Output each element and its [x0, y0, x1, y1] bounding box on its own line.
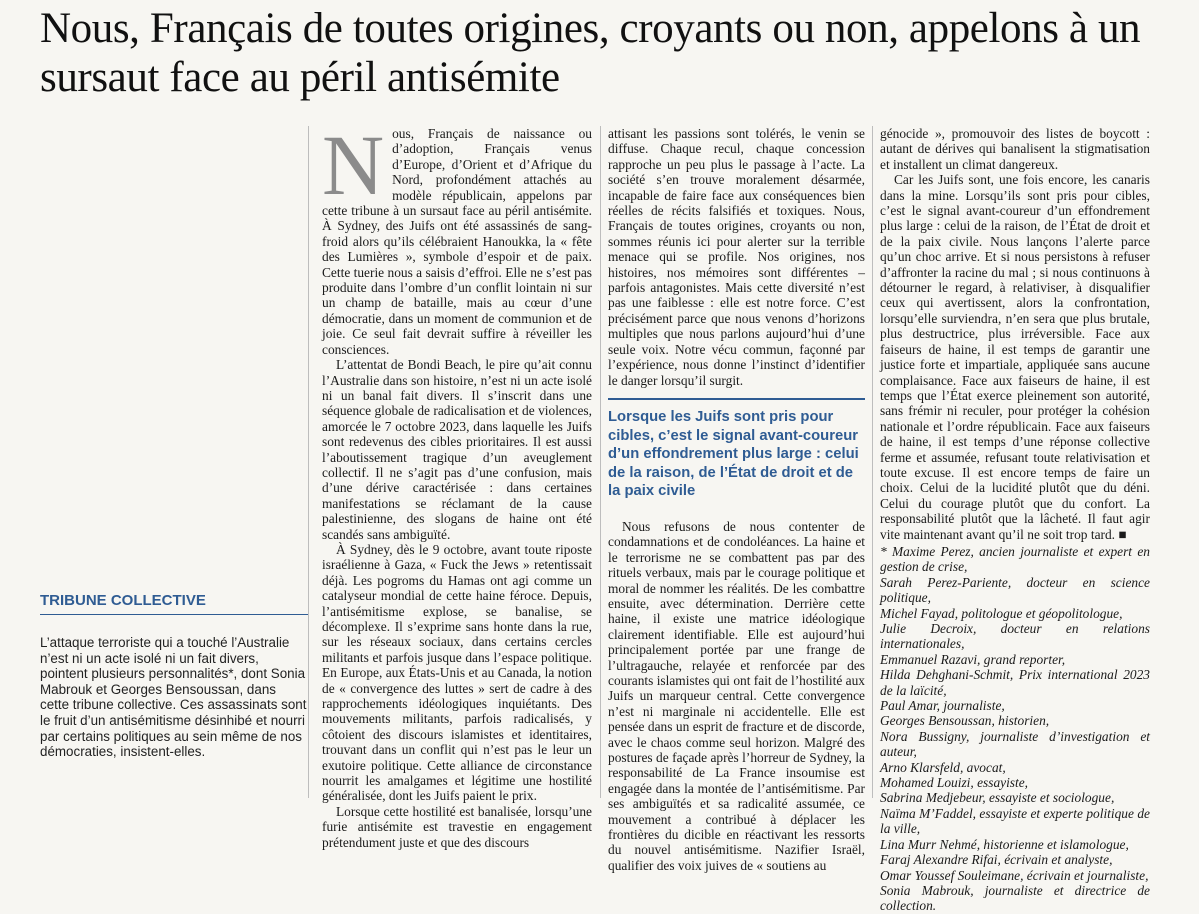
signatory: Paul Amar, journaliste,	[880, 698, 1005, 714]
column-divider	[600, 126, 601, 798]
signatory: Arno Klarsfeld, avocat,	[880, 759, 1006, 775]
signatory: Hilda Dehghani-Schmit, Prix international 2023 de la laïcité,	[880, 667, 1150, 698]
signatory: Emmanuel Razavi, grand reporter,	[880, 651, 1066, 667]
sidebar	[40, 592, 308, 760]
signatory: Julie Decroix, docteur en relations internationales,	[880, 621, 1150, 652]
signatory: Sarah Perez-Pariente, docteur en science politique,	[880, 574, 1150, 606]
signatories	[880, 544, 1150, 914]
signatory: Nora Bussigny, journaliste d’investigation et auteur,	[880, 728, 1150, 760]
column-divider	[308, 126, 309, 798]
paragraph: Nous refusons de nous contenter de condamnations et de condoléances. La haine et le terrorisme ne se combattent pas par des rituels verbaux, mais par le courage politique et moral de nommer les réalités. De les combattre ensuite, avec détermination. Derrière cette haine, il existe une matrice idéologique clairement identifiable. Elle est aujourd’hui principalement portée par une frange de l’ultragauche, relayée et renforcée par des courants islamistes qui ont fait de l’hostilité aux Juifs un marqueur central. Cette convergence n’est ni marginale ni accidentelle. Elle est pensée dans un esprit de fracture et de discorde, avec le chaos comme seul horizon. Malgré des postures de façade après l’horreur de Sydney, la responsabilité de La France insoumise est engagée dans la montée de l’antisémitisme. Par ses ambiguïtés et sa radicalité assumée, ce mouvement a contribué à déplacer les frontières du dicible en réactivant les ressorts du nouvel antisémitisme. Nazifier Israël, qualifier des voix juives de « soutiens au	[608, 518, 865, 873]
signatory: Naïma M’Faddel, essayiste et experte politique de la ville,	[880, 805, 1150, 837]
signatory: Michel Fayad, politologue et géopolitologue,	[880, 605, 1123, 621]
signatory: Lina Murr Nehmé, historienne et islamologue,	[880, 836, 1129, 852]
signatory: Faraj Alexandre Rifai, écrivain et analyste,	[880, 852, 1113, 868]
signatory: Omar Youssef Souleimane, écrivain et journaliste,	[880, 867, 1149, 883]
signatory: Mohamed Louizi, essayiste,	[880, 775, 1029, 791]
article-column-2	[608, 126, 865, 873]
headline: Nous, Français de toutes origines, croyants ou non, appelons à un sursaut face au péril antisémite	[40, 5, 1141, 101]
paragraph: attisant les passions sont tolérés, le venin se diffuse. Chaque recul, chaque concession rapproche un peu plus le passage à l’acte. La société s’en trouve moralement désarmée, incapable de faire face aux conséquences bien réelles de récits falsifiés et toxiques. Nous, Français de toutes origines, croyants ou non, sommes réunis ici pour alerter sur la terrible menace qui se profile. Nos origines, nos histoires, nos mémoires sont différentes – parfois antagonistes. Mais cette diversité n’est pas une faiblesse : elle est notre force. C’est précisément parce que nous venons d’horizons multiples que nous parlons aujourd’hui d’une seule voix. Notre vécu commun, façonné par l’expérience, nous donne l’instinct d’identifier le danger lorsqu’il surgit.	[608, 126, 865, 388]
signatory: Sabrina Medjebeur, essayiste et sociologue,	[880, 790, 1115, 806]
paragraph: génocide », promouvoir des listes de boycott : autant de dérives qui banalisent la stigmatisation et installent un climat dangereux.	[880, 126, 1150, 172]
signatory: Sonia Mabrouk, journaliste et directrice de collection.	[880, 882, 1150, 914]
section-tag: TRIBUNE COLLECTIVE	[40, 592, 308, 615]
drop-cap: N	[322, 117, 385, 213]
intro-blurb: L’attaque terroriste qui a touché l’Australie n’est ni un acte isolé ni un fait divers, pointent plusieurs personnalités*, dont Sonia Mabrouk et Georges Bensoussan, dans cette tribune collective. Ces assassinats sont le fruit d’un antisémitisme désinhibé et nourri par certains politiques au sein même de nos démocraties, insistent-elles.	[40, 635, 307, 760]
paragraph: À Sydney, dès le 9 octobre, avant toute riposte israélienne à Gaza, « Fuck the Jews » retentissait déjà. Les pogroms du Hamas ont agi comme un catalyseur mondial de cette haine féroce. Depuis, l’antisémitisme explose, se banalise, se décomplexe. Il s’exprime sans honte dans la rue, sur les réseaux sociaux, dans certains cercles militants et parfois jusque dans l’espace politique. En Europe, aux États-Unis et au Canada, la notion de « convergence des luttes » sert de cadre à des rapprochements idéologiques inquiétants. Des mouvements militants, parfois radicalisés, y côtoient des discours islamistes et identitaires, trouvant dans un conflit qui n’est pas le leur un exutoire politique. Cette alliance de circonstance nourrit les amalgames et légitime une hostilité généralisée, dont les Juifs paient le prix.	[322, 541, 592, 804]
paragraph: Car les Juifs sont, une fois encore, les canaris dans la mine. Lorsqu’ils sont pris pour cibles, c’est le signal avant-coureur d’un effondrement plus large : celui de la raison, de l’État de droit et de la paix civile. Nous lançons l’alerte parce qu’un choc arrive. Et si nous persistons à refuser d’affronter la racine du mal ; si nous continuons à détourner le regard, à relativiser, à disqualifier ceux qui avertissent, alors la confrontation, lorsqu’elle surviendra, n’en sera que plus brutale, plus destructrice, plus irréversible. Face aux faiseurs de haine, il est temps de garantir une justice forte et impartiale, appliquée sans aucune complaisance. Face aux faiseurs de haine, il est temps que l’État exerce pleinement son autorité, sans frémir ni reculer, pour protéger la cohésion nationale et l’ordre républicain. Face aux faiseurs de haine, il est temps d’une réponse collective ferme et assumée, refusant toute relativisation et toute excuse. Il est encore temps de faire un choix. Celui de la lucidité plutôt que du déni. Celui du courage plutôt que du confort. La responsabilité plutôt que la lâcheté. Il faut agir vite maintenant avant qu’il ne soit trop tard. ■	[880, 172, 1150, 542]
paragraph-text: ous, Français de naissance ou d’adoption, Français venus d’Europe, d’Orient et d’Afrique du Nord, profondément attachés au modèle républicain, appelons par cette tribune à un sursaut face au péril antisémite. À Sydney, des Juifs ont été assassinés de sang-froid alors qu’ils célébraient Hanoukka, la « fête des Lumières », symbole d’espoir et de paix. Cette tuerie nous a saisis d’effroi. Elle ne s’est pas produite dans l’ombre d’un conflit lointain ni sur un champ de bataille, mais au cœur d’une démocratie, dans un moment de communion et de joie. Ce seul fait devrait suffire à réveiller les consciences.	[322, 126, 592, 357]
paragraph	[322, 117, 592, 357]
paragraph: Lorsque cette hostilité est banalisée, lorsqu’une furie antisémite est travestie en engagement prétendument juste et que des discours	[322, 803, 592, 850]
article-column-3	[880, 126, 1150, 914]
article-column-1	[322, 117, 592, 850]
column-divider	[872, 126, 873, 798]
signatory: Georges Bensoussan, historien,	[880, 713, 1050, 729]
signatory: * Maxime Perez, ancien journaliste et expert en gestion de crise,	[880, 543, 1150, 575]
paragraph: L’attentat de Bondi Beach, le pire qu’ait connu l’Australie dans son histoire, n’est ni un acte isolé ni un banal fait divers. Il s’inscrit dans une séquence globale de radicalisation et de violences, amorcée le 7 octobre 2023, dans laquelle les Juifs sont redevenus des cibles prioritaires. Il est aussi l’aboutissement tragique d’un aveuglement collectif. Il ne s’agit pas d’une confusion, mais d’une dérive caractérisée : dans certaines manifestations se réclamant de la cause palestinienne, des slogans de haine ont été scandés sans ambiguïté.	[322, 357, 592, 542]
pull-quote: Lorsque les Juifs sont pris pour cibles, c’est le signal avant-coureur d’un effondrement plus large : celui de la raison, de l’État de droit et de la paix civile	[608, 398, 865, 501]
